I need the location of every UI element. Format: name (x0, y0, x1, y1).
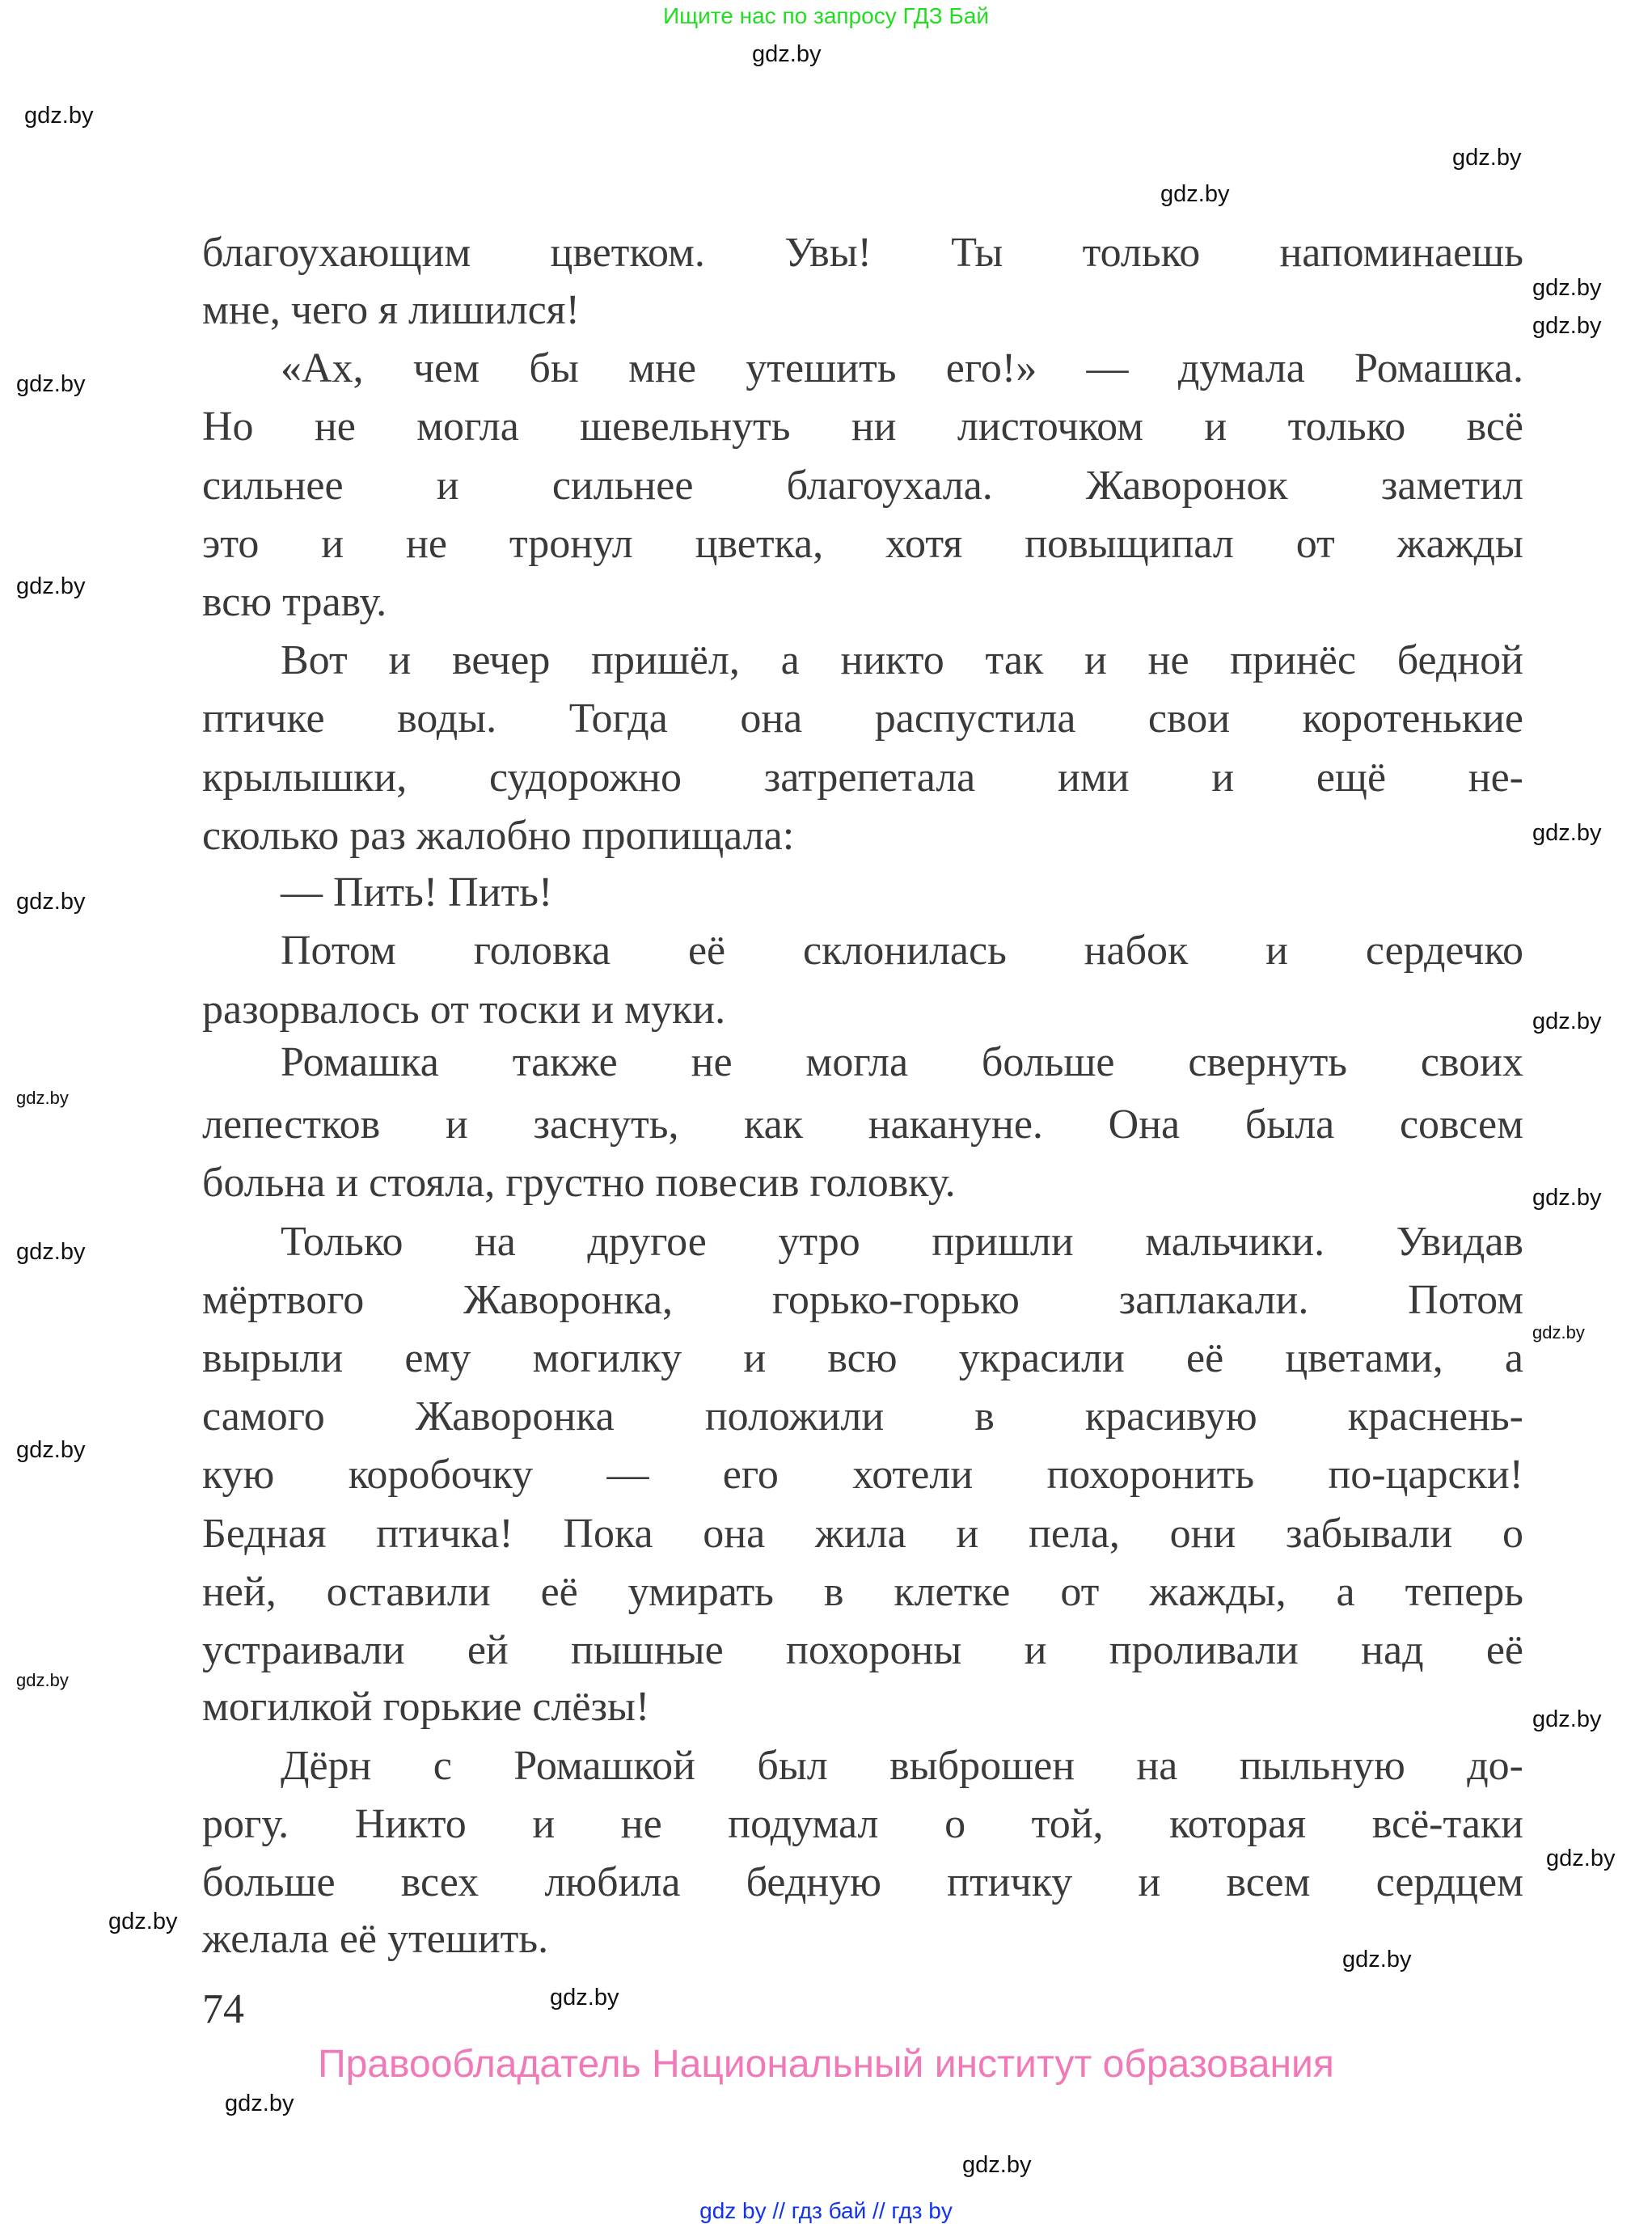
text-line: разорвалось от тоски и муки. (202, 986, 726, 1033)
text-line: это и не тронул цветка, хотя повыщипал от жажды (202, 520, 1523, 567)
text-line: лепестков и заснуть, как накануне. Она была совсем (202, 1101, 1523, 1148)
watermark-text: gdz.by (16, 1239, 86, 1265)
text-line: Вот и вечер пришёл, а никто так и не принёс бедной (281, 637, 1523, 684)
watermark-text: gdz.by (1532, 1185, 1602, 1211)
footer-links[interactable]: gdz by // гдз бай // гдз by (699, 2198, 953, 2223)
watermark-text: gdz.by (16, 1437, 86, 1463)
text-line: мне, чего я лишился! (202, 286, 580, 333)
text-line: больна и стояла, грустно повесив головку. (202, 1160, 956, 1207)
text-line: Потом головка её склонилась набок и сердечко (281, 928, 1523, 975)
watermark-text: gdz.by (16, 1670, 69, 1690)
watermark-text: gdz.by (16, 889, 86, 915)
text-line: благоухающим цветком. Увы! Ты только напоминаешь (202, 230, 1523, 277)
text-line: могилкой горькие слёзы! (202, 1684, 650, 1731)
text-line: желала её утешить. (202, 1916, 549, 1963)
watermark-text: gdz.by (1532, 820, 1602, 846)
watermark-text: gdz.by (225, 2091, 294, 2116)
text-line: Только на другое утро пришли мальчики. Увидав (281, 1218, 1523, 1265)
watermark-text: gdz.by (1546, 1846, 1616, 1871)
watermark-text: gdz.by (1160, 181, 1230, 207)
text-line: вырыли ему могилку и всю украсили её цветами, а (202, 1334, 1523, 1381)
text-line: всю траву. (202, 578, 387, 625)
watermark-text: gdz.by (550, 1985, 619, 2010)
text-line: птичке воды. Тогда она распустила свои коротенькие (202, 696, 1523, 742)
text-line: «Ах, чем бы мне утешить его!» — думала Ромашка. (281, 345, 1523, 392)
watermark-text: gdz.by (1532, 275, 1602, 301)
watermark-text: gdz.by (24, 103, 94, 129)
text-line: мёртвого Жаворонка, горько-горько заплакали. Потом (202, 1276, 1523, 1323)
search-hint-banner[interactable]: Ищите нас по запросу ГДЗ Бай (662, 3, 990, 28)
text-line: самого Жаворонка положили в красивую краснень- (202, 1393, 1523, 1440)
watermark-text: gdz.by (1452, 145, 1522, 171)
watermark-text: gdz.by (16, 573, 86, 599)
watermark-text: gdz.by (962, 2152, 1032, 2178)
rights-holder-notice: Правообладатель Национальный институт образования (318, 2043, 1334, 2086)
watermark-text: gdz.by (16, 1088, 69, 1108)
watermark-text: gdz.by (1532, 1706, 1602, 1732)
text-line: рогу. Никто и не подумал о той, которая всё-таки (202, 1800, 1523, 1847)
watermark-text: gdz.by (1532, 1008, 1602, 1034)
text-line: больше всех любила бедную птичку и всем сердцем (202, 1859, 1523, 1906)
text-line: Бедная птичка! Пока она жила и пела, они забывали о (202, 1510, 1523, 1557)
text-line: Но не могла шевельнуть ни листочком и только всё (202, 404, 1523, 450)
watermark-text: gdz.by (1342, 1947, 1412, 1972)
watermark-text: gdz.by (752, 41, 822, 67)
text-line: кую коробочку — его хотели похоронить по-царски! (202, 1452, 1523, 1499)
watermark-text: gdz.by (16, 371, 86, 397)
text-line: Ромашка также не могла больше свернуть своих (281, 1038, 1523, 1085)
text-line: ней, оставили её умирать в клетке от жажды, а теперь (202, 1568, 1523, 1615)
text-line: Дёрн с Ромашкой был выброшен на пыльную до- (281, 1742, 1523, 1789)
text-line: — Пить! Пить! (281, 869, 553, 916)
text-line: сколько раз жалобно пропищала: (202, 812, 795, 859)
watermark-text: gdz.by (108, 1909, 178, 1934)
watermark-text: gdz.by (1532, 313, 1602, 339)
watermark-text: gdz.by (1532, 1322, 1585, 1342)
text-line: устраивали ей пышные похороны и проливали над её (202, 1626, 1523, 1673)
page-number: 74 (202, 1986, 244, 2032)
text-line: крылышки, судорожно затрепетала ими и ещё не- (202, 754, 1523, 801)
text-line: сильнее и сильнее благоухала. Жаворонок заметил (202, 462, 1523, 509)
